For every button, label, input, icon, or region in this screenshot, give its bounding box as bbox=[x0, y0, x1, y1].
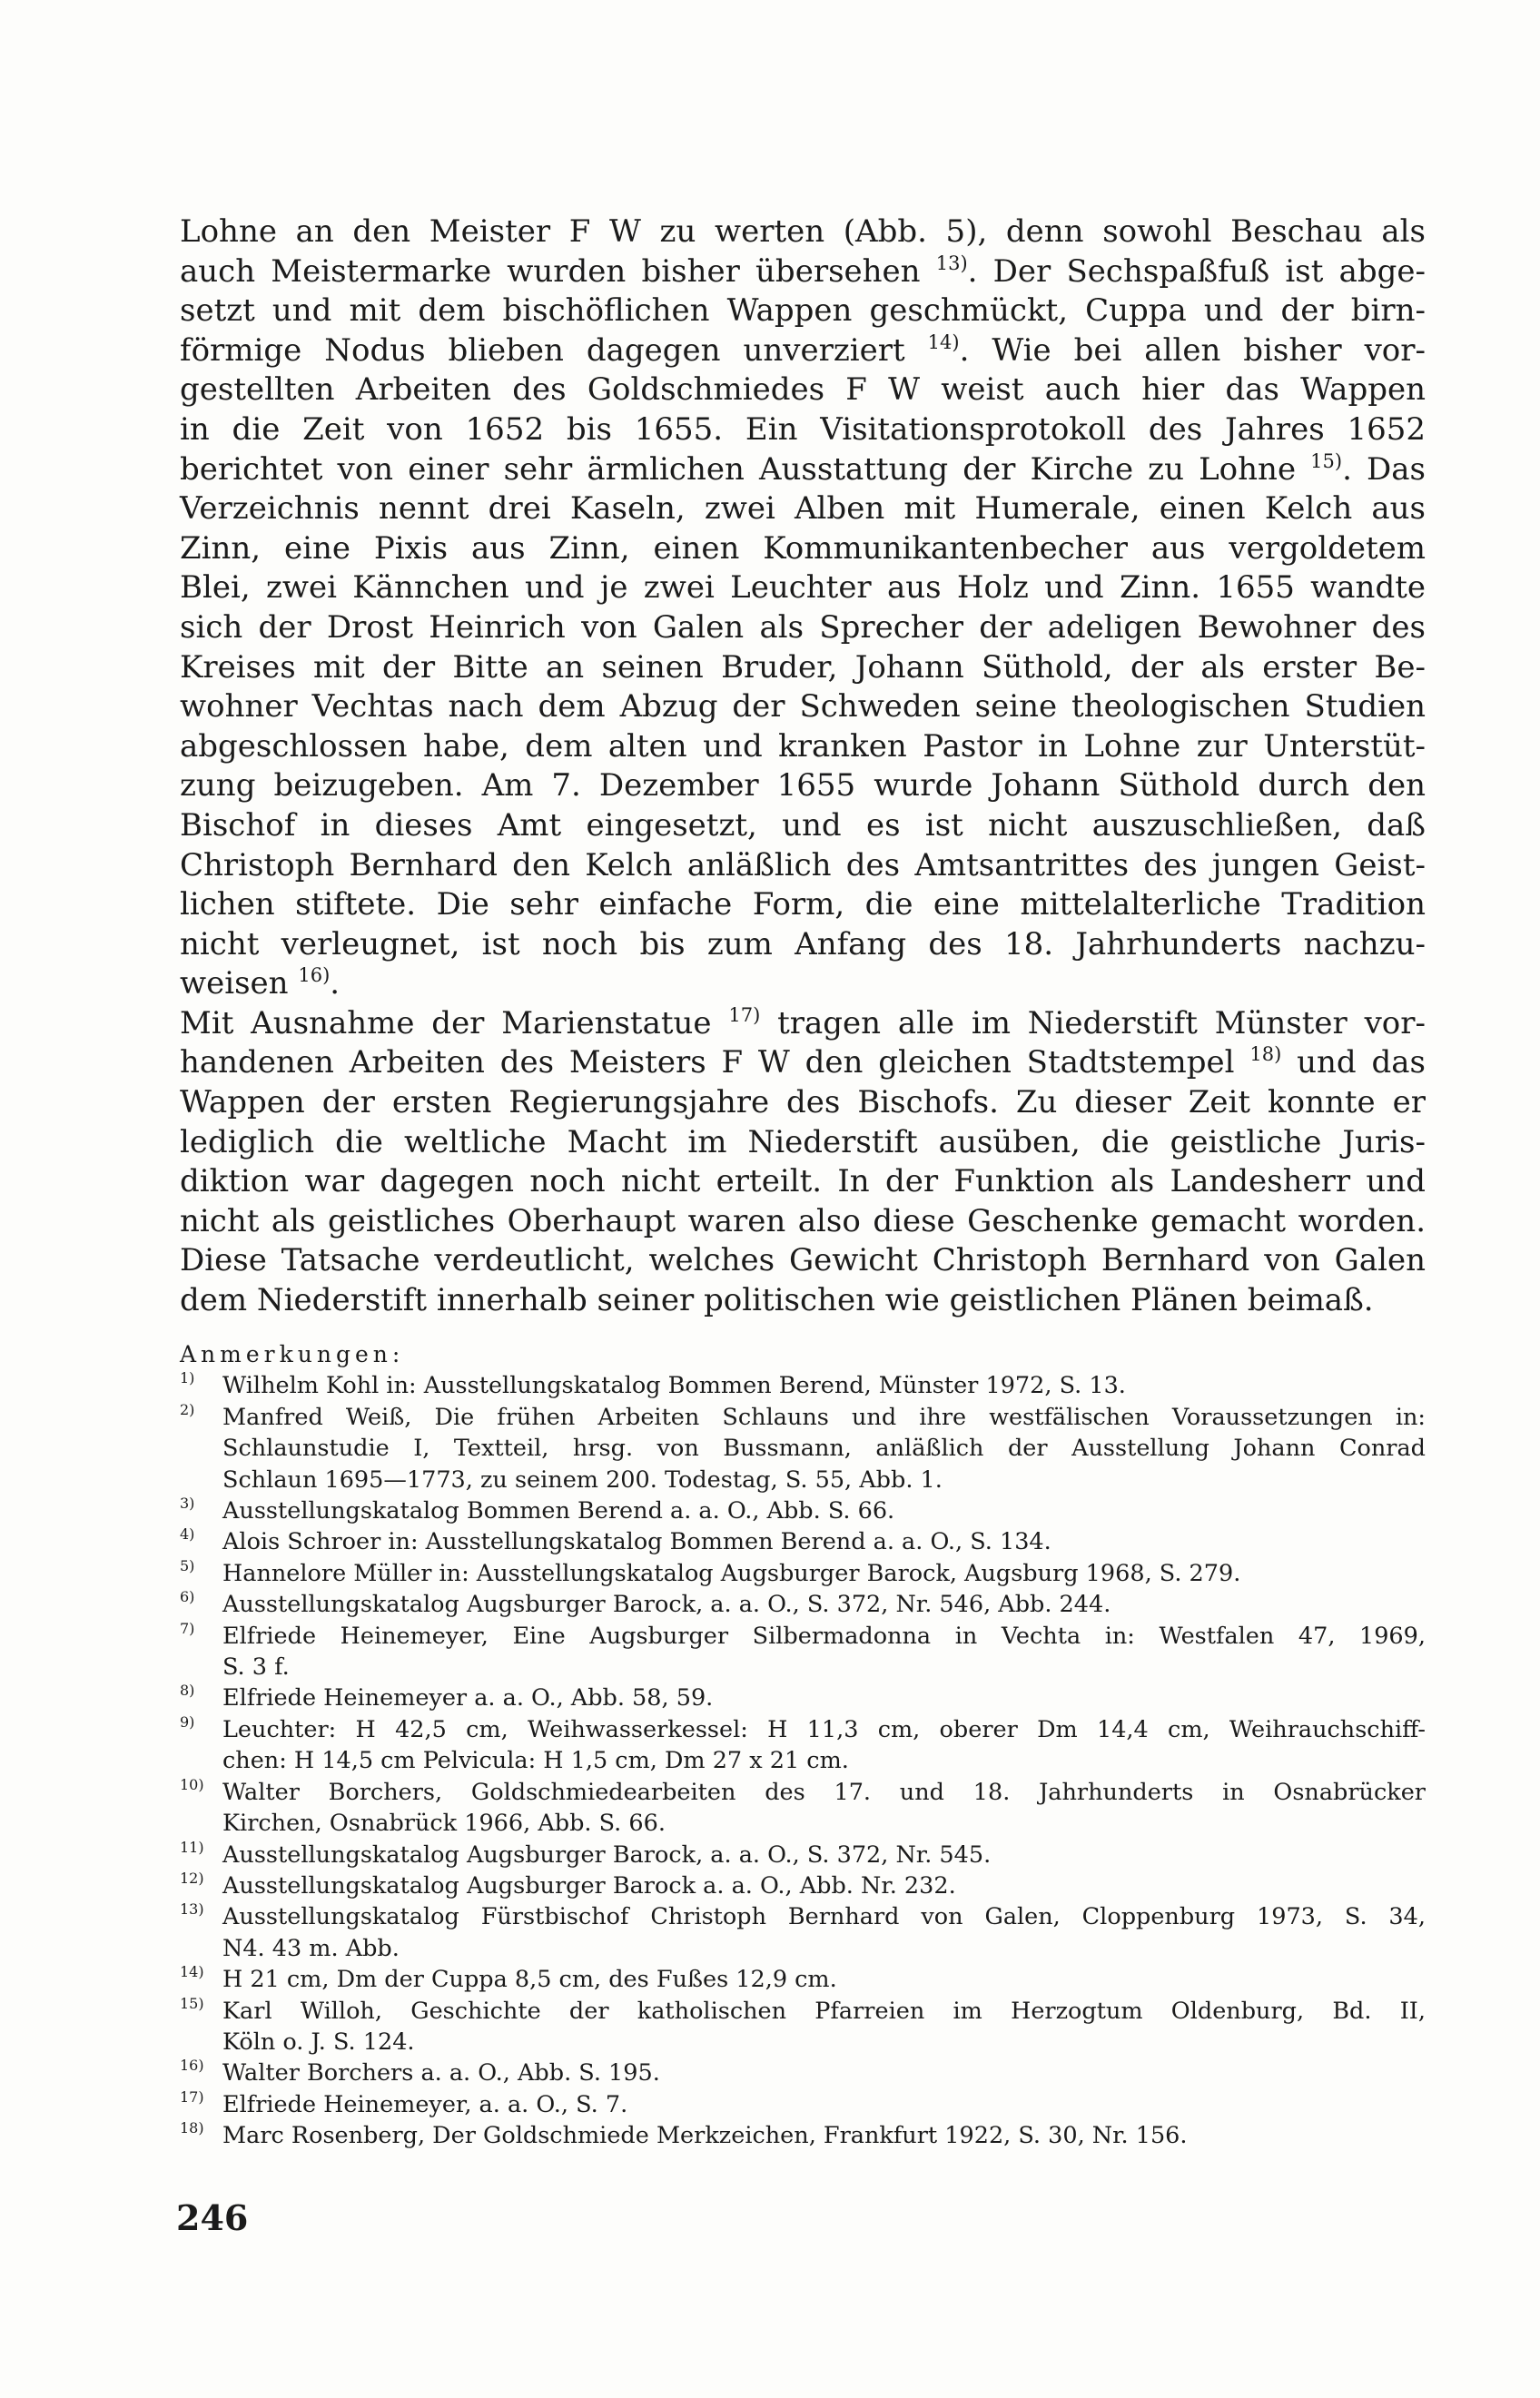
footnote bbox=[180, 1526, 1426, 1557]
footnotes-heading: Anmerkungen: bbox=[180, 1341, 405, 1367]
footnote-text: Wilhelm Kohl in: Ausstellungskatalog Bommen Berend, Münster 1972, S. 13. bbox=[222, 1372, 1126, 1400]
footnote-number: 15) bbox=[180, 1994, 204, 2012]
body-line bbox=[180, 1083, 1426, 1123]
body-line bbox=[180, 846, 1426, 886]
body-line bbox=[180, 766, 1426, 806]
body-line bbox=[180, 489, 1426, 529]
footnote-text: Kirchen, Osnabrück 1966, Abb. S. 66. bbox=[222, 1810, 666, 1838]
body-line-text: in die Zeit von 1652 bis 1655. Ein Visitationsprotokoll des Jahres 1652 bbox=[180, 410, 1426, 448]
body-line bbox=[180, 608, 1426, 648]
footnote-text: Ausstellungskatalog Augsburger Barock a. a. O., Abb. Nr. 232. bbox=[222, 1871, 956, 1900]
footnote-text: chen: H 14,5 cm Pelvicula: H 1,5 cm, Dm 27 x 21 cm. bbox=[222, 1747, 849, 1775]
footnote bbox=[180, 2120, 1426, 2151]
footnote-text: Elfriede Heinemeyer a. a. O., Abb. 58, 59. bbox=[222, 1684, 714, 1712]
footnote-number: 2) bbox=[180, 1400, 195, 1418]
footnote-text: Karl Willoh, Geschichte der katholischen Pfarreien im Herzogtum Oldenburg, Bd. II, bbox=[222, 1997, 1426, 2025]
body-line-text: Diese Tatsache verdeutlicht, welches Gewicht Christoph Bernhard von Galen bbox=[180, 1242, 1426, 1279]
body-line bbox=[180, 370, 1426, 410]
body-line bbox=[180, 964, 1426, 1004]
body-line-text: Verzeichnis nennt drei Kaseln, zwei Alben mit Humerale, einen Kelch aus bbox=[180, 490, 1426, 528]
footnote bbox=[180, 1777, 1426, 1840]
body-line-text: . Das bbox=[1342, 450, 1426, 488]
footnote-reference: 14) bbox=[927, 331, 960, 353]
footnote bbox=[180, 2058, 1426, 2088]
body-line bbox=[180, 450, 1426, 490]
footnote-text: Ausstellungskatalog Fürstbischof Christoph Bernhard von Galen, Cloppenburg 1973, S. 34, bbox=[222, 1903, 1426, 1931]
body-line-text: weisen bbox=[180, 965, 299, 1002]
body-line bbox=[180, 1004, 1426, 1044]
footnote-text: Walter Borchers a. a. O., Abb. S. 195. bbox=[222, 2059, 660, 2087]
body-line bbox=[180, 410, 1426, 450]
body-line bbox=[180, 291, 1426, 331]
footnote bbox=[180, 1870, 1426, 1901]
footnote-number: 6) bbox=[180, 1588, 195, 1606]
footnote-text: Schlaunstudie I, Textteil, hrsg. von Bussmann, anläßlich der Ausstellung Johann Conrad bbox=[222, 1435, 1426, 1463]
body-line-text: gestellten Arbeiten des Goldschmiedes F W weist auch hier das Wappen bbox=[180, 371, 1426, 409]
footnote-number: 18) bbox=[180, 2119, 204, 2137]
body-line bbox=[180, 212, 1426, 252]
body-line bbox=[180, 1281, 1426, 1321]
body-line-text: Christoph Bernhard den Kelch anläßlich des Amtsantrittes des jungen Geist- bbox=[180, 846, 1426, 883]
body-line-text: tragen alle im Niederstift Münster vor- bbox=[760, 1004, 1426, 1041]
footnote-reference: 17) bbox=[728, 1003, 761, 1026]
footnote-text: Alois Schroer in: Ausstellungskatalog Bommen Berend a. a. O., S. 134. bbox=[222, 1528, 1051, 1556]
footnote bbox=[180, 1621, 1426, 1683]
body-line-text: Mit Ausnahme der Marienstatue bbox=[180, 1004, 729, 1041]
body-line-text: und das bbox=[1281, 1044, 1426, 1081]
footnote-number: 17) bbox=[180, 2087, 204, 2106]
body-line-text: . Der Sechspaßfuß ist abge- bbox=[967, 252, 1426, 290]
footnote-text: Schlaun 1695—1773, zu seinem 200. Todestag, S. 55, Abb. 1. bbox=[222, 1465, 943, 1494]
body-line-text: zung beizugeben. Am 7. Dezember 1655 wurde Johann Süthold durch den bbox=[180, 767, 1426, 804]
footnote-reference: 16) bbox=[298, 964, 331, 987]
body-line-text: auch Meistermarke wurden bisher übersehen bbox=[180, 252, 936, 290]
body-line-text: lediglich die weltliche Macht im Niederstift ausüben, die geistliche Juris- bbox=[180, 1123, 1426, 1160]
footnote-text: Köln o. J. S. 124. bbox=[222, 2028, 415, 2056]
footnote-number: 7) bbox=[180, 1619, 195, 1637]
body-line bbox=[180, 331, 1426, 371]
body-line bbox=[180, 1162, 1426, 1202]
body-line-text: . bbox=[330, 965, 341, 1002]
footnote bbox=[180, 1589, 1426, 1620]
body-line-text: Bischof in dieses Amt eingesetzt, und es ist nicht auszuschließen, daß bbox=[180, 806, 1426, 844]
footnote-number: 9) bbox=[180, 1712, 195, 1731]
body-line-text: Lohne an den Meister F W zu werten (Abb. 5), denn sowohl Beschau als bbox=[180, 213, 1426, 250]
footnote-text: N4. 43 m. Abb. bbox=[222, 1934, 400, 1962]
body-line-text: lichen stiftete. Die sehr einfache Form, die eine mittelalterliche Tradition bbox=[180, 886, 1426, 923]
footnote bbox=[180, 2089, 1426, 2120]
body-line bbox=[180, 1043, 1426, 1083]
body-line bbox=[180, 252, 1426, 292]
footnote bbox=[180, 1714, 1426, 1777]
body-line-text: setzt und mit dem bischöflichen Wappen geschmückt, Cuppa und der birn- bbox=[180, 292, 1426, 330]
body-line-text: abgeschlossen habe, dem alten und kranken Pastor in Lohne zur Unterstüt- bbox=[180, 727, 1426, 765]
footnote-number: 1) bbox=[180, 1369, 195, 1387]
body-line-text: Blei, zwei Kännchen und je zwei Leuchter aus Holz und Zinn. 1655 wandte bbox=[180, 569, 1426, 607]
footnote bbox=[180, 1964, 1426, 1995]
body-line-text: . Wie bei allen bisher vor- bbox=[959, 331, 1426, 369]
footnote-number: 16) bbox=[180, 2057, 204, 2075]
body-line bbox=[180, 885, 1426, 925]
footnote bbox=[180, 1996, 1426, 2058]
footnote bbox=[180, 1370, 1426, 1401]
footnote-text: Ausstellungskatalog Augsburger Barock, a. a. O., S. 372, Nr. 545. bbox=[222, 1840, 992, 1869]
footnote-number: 8) bbox=[180, 1682, 195, 1700]
footnote-text: Elfriede Heinemeyer, Eine Augsburger Silbermadonna in Vechta in: Westfalen 47, 1969, bbox=[222, 1622, 1426, 1650]
footnotes-list bbox=[180, 1370, 1426, 2151]
footnote-number: 10) bbox=[180, 1775, 204, 1793]
body-line-text: Wappen der ersten Regierungsjahre des Bischofs. Zu dieser Zeit konnte er bbox=[180, 1084, 1426, 1121]
footnote-text: Leuchter: H 42,5 cm, Weihwasserkessel: H 11,3 cm, oberer Dm 14,4 cm, Weihrauchschiff- bbox=[222, 1715, 1426, 1743]
body-line bbox=[180, 925, 1426, 965]
footnote-number: 5) bbox=[180, 1556, 195, 1574]
body-line bbox=[180, 727, 1426, 767]
footnote bbox=[180, 1901, 1426, 1964]
body-line bbox=[180, 1202, 1426, 1242]
footnote bbox=[180, 1402, 1426, 1495]
body-line-text: dem Niederstift innerhalb seiner politischen wie geistlichen Plänen beimaß. bbox=[180, 1282, 1374, 1319]
footnote-reference: 13) bbox=[935, 252, 968, 274]
footnote-text: Elfriede Heinemeyer, a. a. O., S. 7. bbox=[222, 2090, 628, 2118]
body-line bbox=[180, 568, 1426, 608]
footnote-number: 3) bbox=[180, 1495, 195, 1513]
footnote-text: Manfred Weiß, Die frühen Arbeiten Schlauns und ihre westfälischen Voraussetzungen in: bbox=[222, 1403, 1426, 1431]
body-text bbox=[180, 212, 1426, 1321]
footnote bbox=[180, 1683, 1426, 1713]
footnote-number: 12) bbox=[180, 1869, 204, 1887]
footnote-text: Ausstellungskatalog Bommen Berend a. a. O., Abb. S. 66. bbox=[222, 1497, 895, 1525]
footnote-number: 11) bbox=[180, 1838, 204, 1856]
body-line-text: berichtet von einer sehr ärmlichen Ausstattung der Kirche zu Lohne bbox=[180, 450, 1311, 488]
footnotes-section bbox=[180, 1339, 1426, 2152]
body-line-text: Zinn, eine Pixis aus Zinn, einen Kommunikantenbecher aus vergoldetem bbox=[180, 529, 1426, 567]
footnote-text: Hannelore Müller in: Ausstellungskatalog Augsburger Barock, Augsburg 1968, S. 279. bbox=[222, 1559, 1241, 1587]
footnote-text: Ausstellungskatalog Augsburger Barock, a. a. O., S. 372, Nr. 546, Abb. 244. bbox=[222, 1591, 1111, 1619]
body-line bbox=[180, 806, 1426, 846]
body-line bbox=[180, 529, 1426, 569]
footnote-text: Marc Rosenberg, Der Goldschmiede Merkzeichen, Frankfurt 1922, S. 30, Nr. 156. bbox=[222, 2122, 1188, 2150]
body-line-text: diktion war dagegen noch nicht erteilt. In der Funktion als Landesherr und bbox=[180, 1163, 1426, 1200]
body-line-text: sich der Drost Heinrich von Galen als Sprecher der adeligen Bewohner des bbox=[180, 608, 1426, 646]
footnote-number: 13) bbox=[180, 1900, 204, 1919]
body-line bbox=[180, 687, 1426, 727]
footnote bbox=[180, 1495, 1426, 1526]
body-line-text: wohner Vechtas nach dem Abzug der Schweden seine theologischen Studien bbox=[180, 688, 1426, 725]
footnote-text: Walter Borchers, Goldschmiedearbeiten des 17. und 18. Jahrhunderts in Osnabrücker bbox=[222, 1778, 1426, 1806]
body-line-text: Kreises mit der Bitte an seinen Bruder, Johann Süthold, der als erster Be- bbox=[180, 648, 1426, 686]
body-line bbox=[180, 1241, 1426, 1281]
footnote-text: S. 3 f. bbox=[222, 1653, 290, 1682]
footnote-number: 14) bbox=[180, 1963, 204, 1981]
body-line-text: förmige Nodus blieben dagegen unverziert bbox=[180, 331, 928, 369]
footnote-number: 4) bbox=[180, 1525, 195, 1544]
body-line-text: nicht verleugnet, ist noch bis zum Anfang des 18. Jahrhunderts nachzu- bbox=[180, 925, 1426, 962]
footnote-text: H 21 cm, Dm der Cuppa 8,5 cm, des Fußes 12,9 cm. bbox=[222, 1966, 837, 1994]
footnote-reference: 18) bbox=[1249, 1043, 1282, 1066]
body-line-text: nicht als geistliches Oberhaupt waren also diese Geschenke gemacht worden. bbox=[180, 1202, 1426, 1239]
body-line bbox=[180, 648, 1426, 688]
body-line bbox=[180, 1123, 1426, 1163]
footnote bbox=[180, 1558, 1426, 1589]
page-number: 246 bbox=[176, 2197, 249, 2238]
body-line-text: handenen Arbeiten des Meisters F W den gleichen Stadtstempel bbox=[180, 1044, 1250, 1081]
footnote bbox=[180, 1840, 1426, 1870]
footnote-reference: 15) bbox=[1310, 449, 1343, 472]
